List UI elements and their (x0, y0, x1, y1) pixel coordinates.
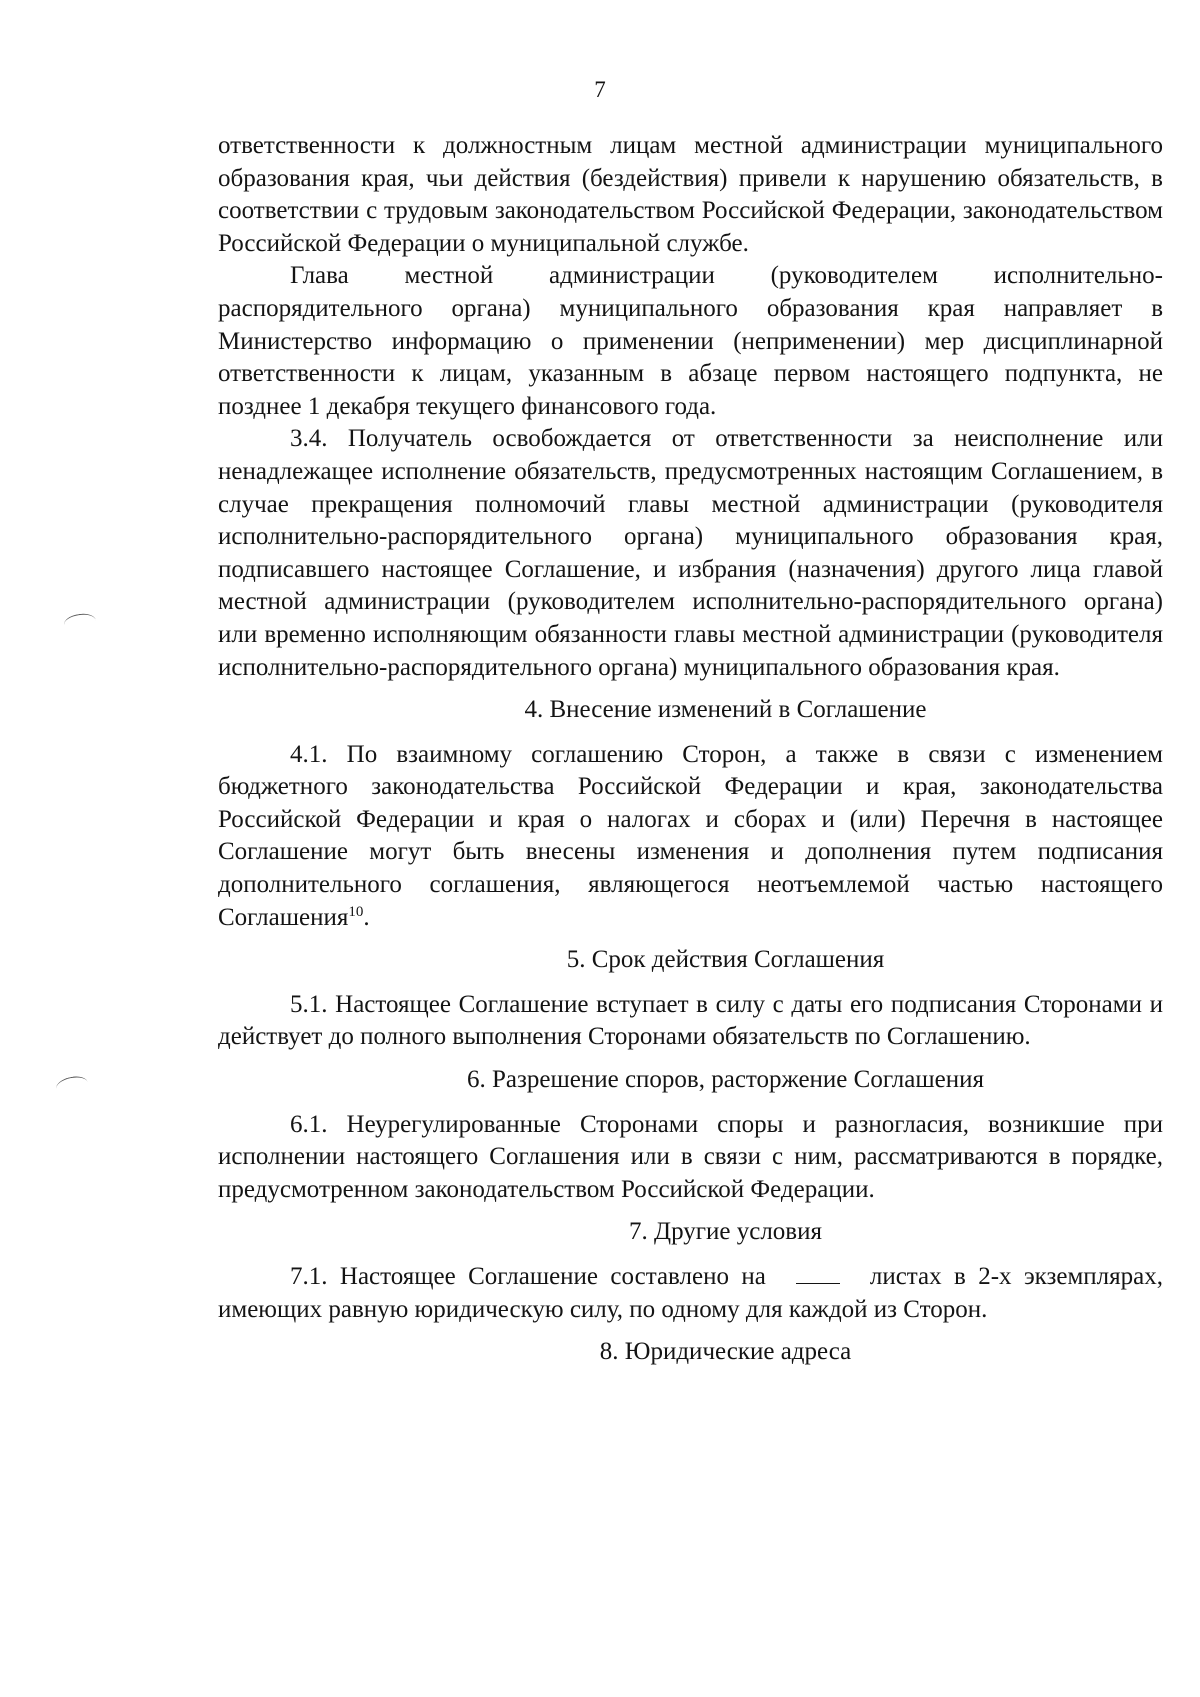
footnote-reference: 10 (348, 903, 364, 920)
section-heading-6: 6. Разрешение споров, расторжение Соглашения (467, 1066, 984, 1094)
paragraph-4-1-text: 4.1. По взаимному соглашению Сторон, а также в связи с изменением бюджетного законодательства Российской Федерации и края, законодательства Российской Федерации и края о налогах и сборах и (или) Перечня в настоящее Соглашение могут быть внесены изменения и дополнения путем подписания дополнительного соглашения, являющегося неотъемлемой частью настоящего Соглашения (218, 740, 1163, 931)
paragraph-head-report: Глава местной администрации (руководителем исполнительно-распорядительного органа) муниципального образования края направляет в Министерство информацию о применении (неприменении) мер дисциплинарной ответственности к лицам, указанным в абзаце первом настоящего подпункта, не позднее 1 декабря текущего финансового года. (218, 262, 1163, 420)
paragraph-5-1: 5.1. Настоящее Соглашение вступает в силу с даты его подписания Сторонами и действует до полного выполнения Сторонами обязательств по Соглашению. (218, 990, 1163, 1051)
paragraph-3-4: 3.4. Получатель освобождается от ответственности за неисполнение или ненадлежащее исполнение обязательств, предусмотренных настоящим Соглашением, в случае прекращения полномочий главы местной администрации (руководителя исполнительно-распорядительного органа) муниципального образования края, подписавшего настоящее Соглашение, и избрания (назначения) другого лица главой местной администрации (руководителем исполнительно-распорядительного органа) или временно исполняющим обязанности главы местной администрации (руководителя исполнительно-распорядительного органа) муниципального образования края. (218, 425, 1163, 681)
paragraph-4-1-end: . (363, 903, 370, 931)
section-heading-4: 4. Внесение изменений в Соглашение (524, 696, 927, 724)
paragraph-7-1-start: 7.1. Настоящее Соглашение составлено на (290, 1263, 766, 1290)
paragraph-continuation: ответственности к должностным лицам местной администрации муниципального образования края, чьи действия (бездействия) привели к нарушению обязательств, в соответствии с трудовым законодательством Российской Федерации, законодательством Российской Федерации о муниципальной службе. (218, 132, 1163, 257)
section-heading-8: 8. Юридические адреса (599, 1338, 852, 1366)
sheet-count-blank (796, 1263, 840, 1284)
scan-hole-mark (63, 612, 97, 633)
section-heading-7: 7. Другие условия (629, 1218, 822, 1246)
page-number: 7 (594, 77, 606, 102)
paragraph-7-1-end: листах в 2-х экземплярах, имеющих равную юридическую силу, по одному для каждой из Сторон. (218, 1263, 1163, 1323)
scan-hole-mark (55, 1074, 90, 1097)
section-heading-5: 5. Срок действия Соглашения (566, 946, 885, 974)
document-body (218, 130, 1163, 1369)
paragraph-6-1: 6.1. Неурегулированные Сторонами споры и разногласия, возникшие при исполнении настоящего Соглашения или в связи с ним, рассматриваются в порядке, предусмотренном законодательством Российской Федерации. (218, 1110, 1163, 1203)
paragraph-7-1 (218, 1261, 1163, 1326)
paragraph-4-1 (218, 739, 1163, 935)
